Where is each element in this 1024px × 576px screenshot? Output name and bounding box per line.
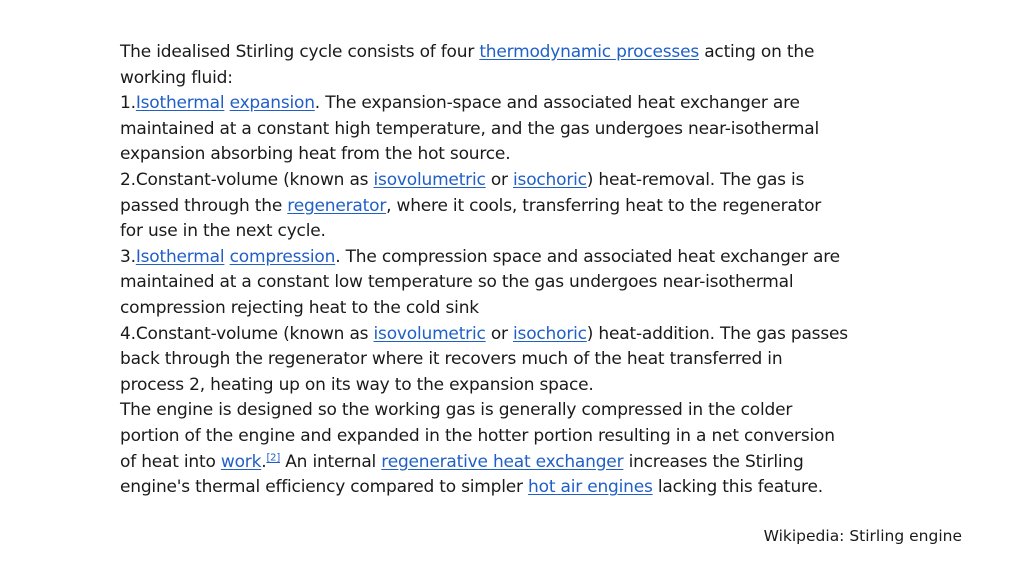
link-expansion[interactable]: expansion [229, 93, 315, 114]
step-3-number: 3. [120, 246, 136, 267]
closing-text-3: increases the Stirling engine's thermal efficiency compared to simpler [120, 451, 804, 498]
link-isothermal-2[interactable]: Isothermal [135, 246, 225, 267]
intro-text-end: acting on the working fluid: [120, 42, 815, 88]
link-isothermal-1[interactable]: Isothermal [135, 93, 225, 114]
link-hot-air-engines[interactable]: hot air engines [528, 477, 653, 498]
step-2-text-mid: ) heat-removal. The gas is passed through the [120, 169, 805, 216]
closing-dot: . [261, 451, 267, 472]
step-3 [120, 245, 848, 322]
step-1 [120, 91, 848, 168]
link-compression[interactable]: compression [229, 246, 336, 267]
link-isochoric-2[interactable]: isochoric [513, 323, 587, 344]
closing-text-2: An internal [280, 451, 382, 472]
link-isovolumetric-1[interactable]: isovolumetric [373, 169, 486, 190]
step-4 [120, 322, 848, 399]
closing-text-1: The engine is designed so the working gas is generally compressed in the colder portion of the engine and expanded in the hotter portion resulting in a net conversion of heat into [120, 400, 835, 472]
closing-text-4: lacking this feature. [652, 477, 823, 498]
link-isochoric-1[interactable]: isochoric [513, 169, 587, 190]
step-1-number: 1. [120, 93, 136, 114]
step-4-or: or [485, 323, 514, 344]
step-2-text-end: , where it cools, transferring heat to the regenerator for use in the next cycle. [120, 195, 822, 242]
step-1-text: . The expansion-space and associated heat exchanger are maintained at a constant high temperature, and the gas undergoes near-isothermal expansion absorbing heat from the hot source. [120, 93, 819, 165]
link-work[interactable]: work [220, 451, 262, 472]
link-isovolumetric-2[interactable]: isovolumetric [373, 323, 486, 344]
step-2-or: or [485, 169, 514, 190]
step-2 [120, 168, 848, 245]
step-2-text-start: 2.Constant-volume (known as [120, 169, 374, 190]
closing-paragraph [120, 398, 848, 500]
reference-2-link[interactable]: [2] [266, 451, 281, 463]
intro-text: The idealised Stirling cycle consists of four [120, 42, 480, 62]
intro-paragraph [120, 40, 848, 91]
body-text [120, 40, 848, 501]
link-regenerative-heat-exchanger[interactable]: regenerative heat exchanger [381, 451, 624, 472]
step-4-text: ) heat-addition. The gas passes back through the regenerator where it recovers much of the heat transferred in process 2, heating up on its way to the expansion space. [120, 323, 848, 395]
link-thermodynamic-processes[interactable]: thermodynamic processes [479, 42, 699, 62]
step-3-text: . The compression space and associated heat exchanger are maintained at a constant low temperature so the gas undergoes near-isothermal compression rejecting heat to the cold sink [120, 246, 840, 318]
link-regenerator[interactable]: regenerator [287, 195, 387, 216]
step-4-text-start: 4.Constant-volume (known as [120, 323, 374, 344]
source-attribution: Wikipedia: Stirling engine [763, 527, 962, 545]
